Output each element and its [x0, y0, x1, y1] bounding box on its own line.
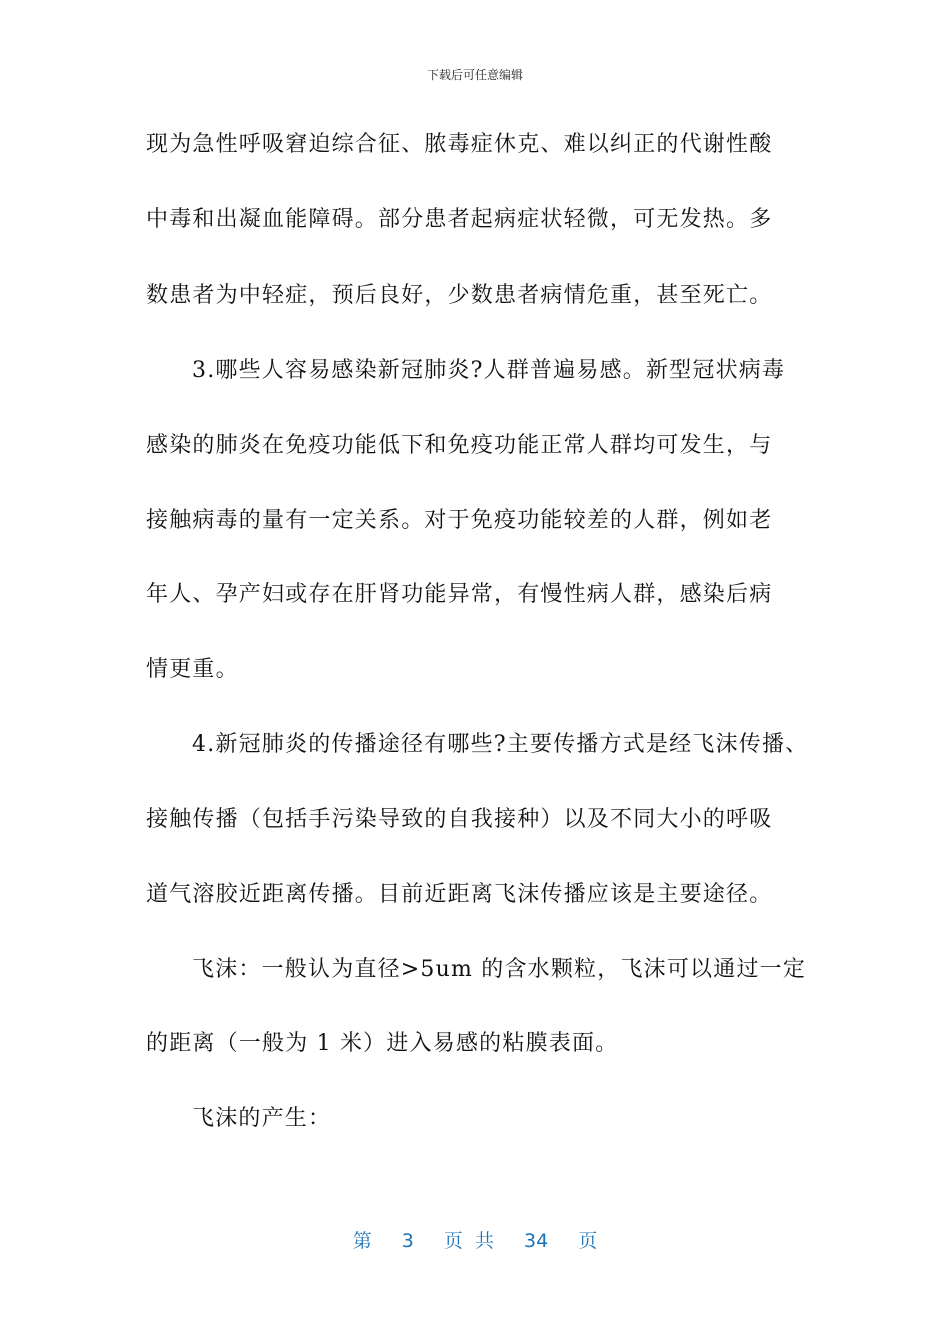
body-line-3: 数患者为中轻症，预后良好，少数患者病情危重，甚至死亡。	[146, 283, 773, 308]
page-header: 下载后可任意编辑	[426, 68, 523, 82]
footer-page-number: 3	[401, 1230, 414, 1252]
body-line-11: 道气溶胶近距离传播。目前近距离飞沫传播应该是主要途径。	[146, 882, 773, 907]
body-line-12: 飞沫：一般认为直径>5um 的含水颗粒，飞沫可以通过一定	[192, 957, 807, 982]
footer-suffix: 页	[578, 1230, 598, 1252]
footer-middle: 页 共	[443, 1230, 494, 1252]
body-line-7: 年人、孕产妇或存在肝肾功能异常，有慢性病人群，感染后病	[146, 582, 773, 607]
body-line-5: 感染的肺炎在免疫功能低下和免疫功能正常人群均可发生，与	[146, 433, 773, 458]
body-line-2: 中毒和出凝血能障碍。部分患者起病症状轻微，可无发热。多	[146, 207, 773, 232]
body-line-6: 接触病毒的量有一定关系。对于免疫功能较差的人群，例如老	[146, 508, 773, 533]
body-line-9: 4.新冠肺炎的传播途径有哪些?主要传播方式是经飞沫传播、	[192, 732, 809, 757]
body-line-1: 现为急性呼吸窘迫综合征、脓毒症休克、难以纠正的代谢性酸	[146, 132, 773, 157]
body-line-8: 情更重。	[146, 657, 239, 682]
body-line-13: 的距离（一般为 1 米）进入易感的粘膜表面。	[146, 1031, 619, 1056]
body-line-14: 飞沫的产生：	[192, 1106, 332, 1131]
footer-total-pages: 34	[524, 1230, 549, 1252]
body-line-10: 接触传播（包括手污染导致的自我接种）以及不同大小的呼吸	[146, 807, 773, 832]
page-footer	[0, 1226, 950, 1253]
body-line-4: 3.哪些人容易感染新冠肺炎?人群普遍易感。新型冠状病毒	[192, 358, 786, 383]
footer-prefix: 第	[352, 1230, 372, 1252]
